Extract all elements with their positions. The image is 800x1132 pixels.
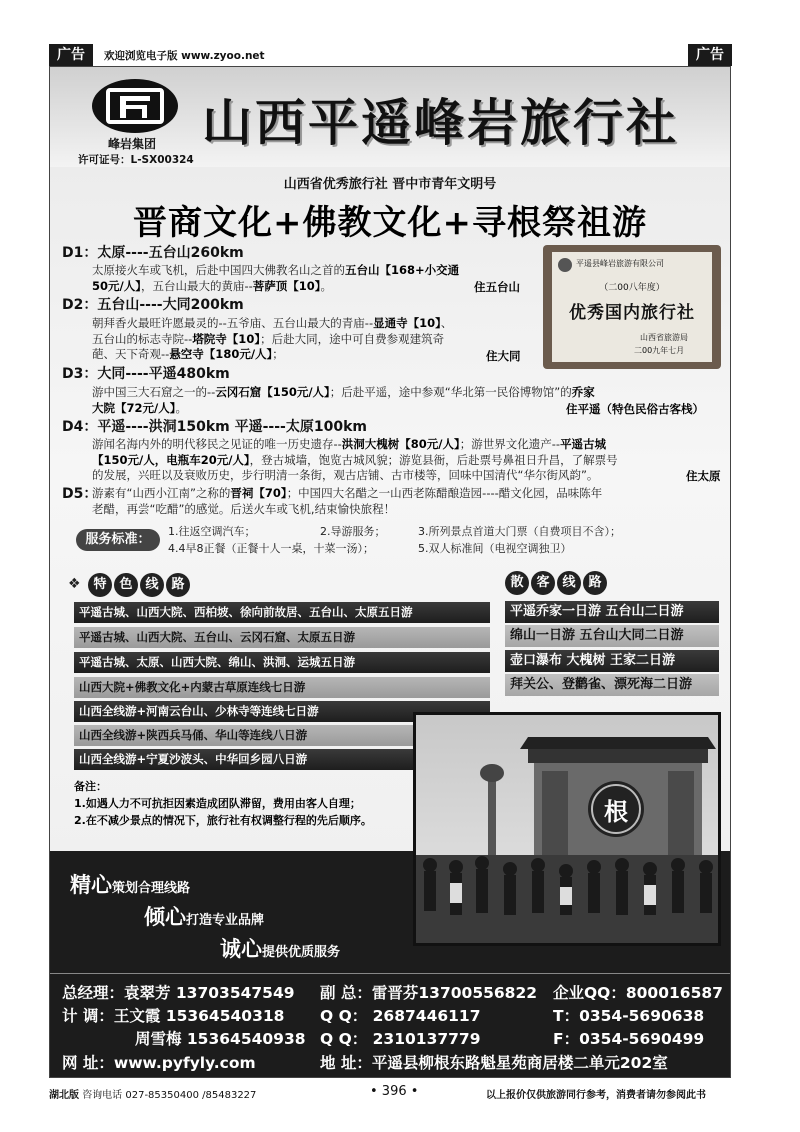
license-number: 许可证号：L-SX00324 [78,154,194,166]
certificate-plaque [543,245,721,369]
day2-text: 朝拜香火最旺许愿最灵的--五爷庙、五台山最大的青庙--显通寺【10】、 五台山的标志寺院--塔院寺【10】；后赴大同，途中可自费参观建筑奇 葩、天下奇观--悬空寺【180元/人】； [92,316,453,361]
motto-line: 精心策划合理线路 [70,873,191,897]
ad-tag-left: 广告 [49,44,93,66]
notes-title: 备注： [74,780,107,793]
contact-fax: F：0354-5690499 [553,1030,705,1048]
footer-right: 以上报价仅供旅游同行参考，消费者请勿参阅此书 [486,1090,706,1101]
service-label: 服务标准： [76,529,160,551]
contact-tel: T：0354-5690638 [553,1007,705,1025]
cert-date: 二00九年七月 [634,346,685,355]
group-name: 峰岩集团 [108,137,157,151]
cert-year: （二00八年度） [599,283,665,293]
contact-gm: 总经理：袁翠芳 13703547549 [62,984,295,1002]
gate-character: 根 [604,797,628,826]
contact-qq: Q Q： 2687446117 [320,1007,481,1025]
cert-issuer: 山西省旅游局 [640,333,688,342]
special-routes-heading: ❖ 特 色 线 路 [74,572,190,598]
service-item: 4.4早8正餐（正餐十人一桌，十菜一汤）； [168,542,374,555]
scattered-routes-heading: 散 客 线 路 [505,570,607,596]
scattered-route-item: 壶口瀑布 大槐树 王家二日游 [505,650,719,672]
scattered-route-item: 绵山一日游 五台山大同二日游 [505,625,719,647]
special-route-item: 平遥古城、太原、山西大院、绵山、洪洞、运城五日游 [74,652,490,673]
day2-heading: D2：五台山----大同200km [62,297,244,313]
contact-qq-enterprise: 企业QQ：800016587 [553,984,723,1002]
day3-heading: D3：大同----平遥480km [62,366,230,382]
gate-photo-drawing [416,715,721,946]
special-route-item: 山西全线游+河南云台山、少林寺等连线七日游 [74,701,490,722]
motto-line: 倾心打造专业品牌 [144,905,265,929]
note-item: 2.在不减少景点的情况下，旅行社有权调整行程的先后顺序。 [74,814,372,827]
day4-heading: D4：平遥----洪洞150km 平遥----太原100km [62,419,367,435]
day3-stay: 住平遥（特色民俗古客栈） [566,402,704,416]
ad-tag-right: 广告 [688,44,732,66]
seal-icon [558,258,572,272]
honors-line: 山西省优秀旅行社 晋中市青年文明号 [283,177,497,192]
day1-heading: D1：太原----五台山260km [62,245,244,261]
day2-stay: 住大同 [486,349,521,363]
star-icon: ❖ [68,576,81,592]
contact-website[interactable]: 网 址：www.pyfyly.com [62,1054,256,1072]
footer-left: 湖北版 咨询电话 027-85350400 /85483227 [49,1090,257,1101]
day4-stay: 住太原 [686,469,721,483]
page-number: • 396 • [370,1084,419,1099]
special-route-item: 山西全线游+陕西兵马俑、华山等连线八日游 [74,725,490,746]
motto-line: 诚心提供优质服务 [220,937,341,961]
gate-photo [413,712,721,946]
day5-text: 游素有“山西小江南”之称的晋祠【70】；中国四大名醋之一山西老陈醋酿造园----醋文化园，品味陈年 老醋，再尝“吃醋”的感觉。后送火车或飞机,结束愉快旅程！ [92,486,603,516]
service-item: 3.所列景点首道大门票（自费项目不含）； [418,525,621,538]
day3-text: 游中国三大石窟之一的--云冈石窟【150元/人】；后赴平遥，途中参观“华北第一民俗博物馆”的乔家 大院【72元/人】。 [92,385,595,415]
day4-text: 游闻名海内外的明代移民之见证的唯一历史遗存--洪洞大槐树【80元/人】；游世界文化遗产--平遥古城 【150元/人，电瓶车20元/人】，登古城墙，饱览古城风貌；游览县衙，后赴票号鼻祖日升昌，了解票号 的发展，兴旺以及衰败历史，步行明清一条街，观古店铺、古市楼等，回味中国清代“华尔街风韵”。 [92,437,618,482]
special-route-item: 山西全线游+宁夏沙波头、中华回乡园八日游 [74,749,490,770]
scattered-route-item: 拜关公、登鹳雀、漂死海二日游 [505,674,719,696]
ad-frame [49,66,731,1078]
cert-org: 平遥县峰岩旅游有限公司 [576,259,664,268]
service-item: 5.双人标准间（电视空调独卫） [418,542,572,555]
service-item: 1.往返空调汽车； [168,525,256,538]
company-logo-icon [92,79,178,133]
contact-vice: 副 总：雷晋芬13700556822 [320,984,538,1002]
scattered-route-item: 平遥乔家一日游 五台山二日游 [505,601,719,623]
service-item: 2.导游服务； [320,525,386,538]
tour-slogan: 晋商文化+佛教文化+寻根祭祖游 [133,203,647,243]
note-item: 1.如遇人力不可抗拒因素造成团队滞留，费用由客人自理； [74,797,361,810]
special-route-item: 山西大院+佛教文化+内蒙古草原连线七日游 [74,677,490,698]
day1-text: 太原接火车或飞机，后赴中国四大佛教名山之首的五台山【168+小交通 50元/人】，五台山最大的黄庙--菩萨顶【10】。 [92,263,460,293]
day5-heading: D5： [62,486,98,502]
special-route-item: 平遥古城、山西大院、西柏坡、徐向前故居、五台山、太原五日游 [74,602,490,623]
contact-dispatch: 周雪梅 15364540938 [135,1030,306,1048]
contact-dispatch: 计 调：王文霞 15364540318 [62,1007,285,1025]
contact-address: 地 址：平遥县柳根东路魁星苑商居楼二单元202室 [320,1054,668,1072]
top-note: 欢迎浏览电子版 www.zyoo.net [104,50,265,62]
agency-title: 山西平遥峰岩旅行社 [202,93,679,152]
special-route-item: 平遥古城、山西大院、五台山、云冈石窟、太原五日游 [74,627,490,648]
cert-title: 优秀国内旅行社 [569,303,695,323]
day1-stay: 住五台山 [474,280,520,294]
contact-qq: Q Q： 2310137779 [320,1030,481,1048]
